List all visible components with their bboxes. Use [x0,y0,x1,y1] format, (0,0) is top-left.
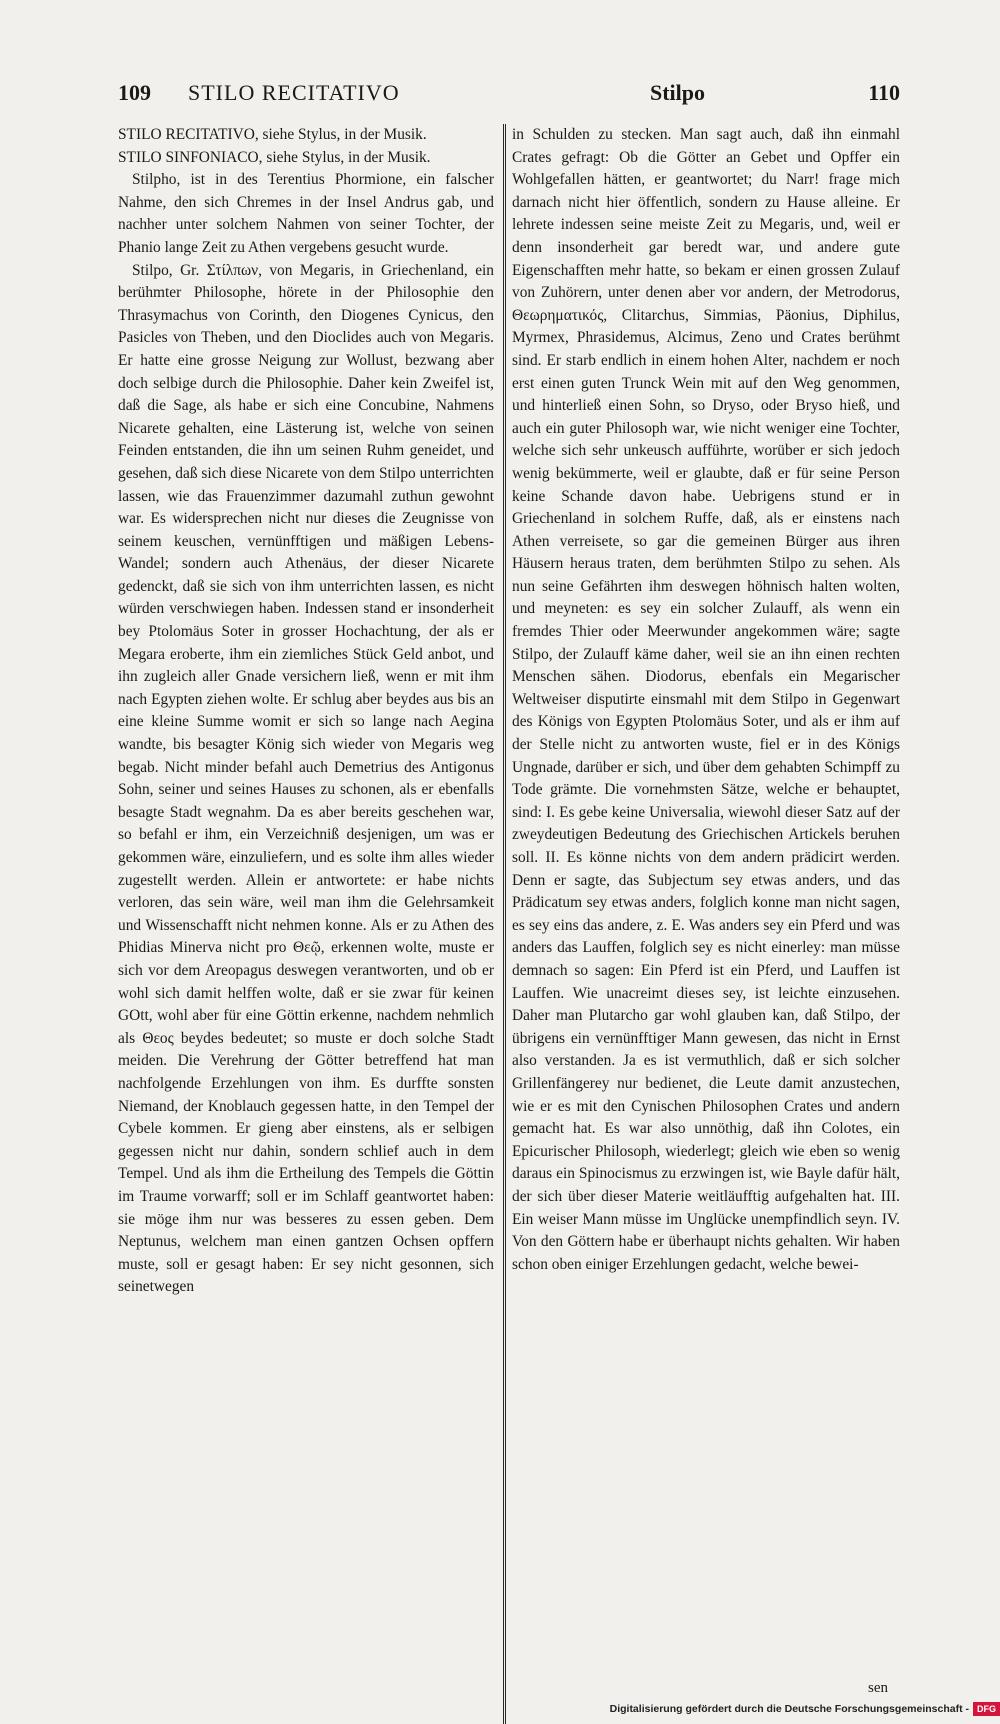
entry-stilpo-continued: in Schulden zu stecken. Man sagt auch, daß ihn einmahl Crates gefragt: Ob die Götter an Gebet und Opffer ein Wohlgefallen hätten, er geantwortet; du Narr! frage mich darnach nicht hier öffentlich, sondern zu Hause alleine. Er lehrete indessen seine meiste Zeit zu Megaris, und, weil er denn insonderheit gar beredt war, und andere gute Eigenschafften mehr hatte, so bekam er einen grossen Zulauf von Zuhörern, unter denen aber vor andern, der Metrodorus, Θεωρηματικός, Clitarchus, Simmias, Päonius, Diphilus, Myrmex, Phrasidemus, Alcimus, Zeno und Crates berühmt sind. Er starb endlich in einem hohen Alter, nachdem er noch erst einen guten Trunck Wein mit auf den Weg genommen, und hinterließ einen Sohn, so Dryso, oder Bryso hieß, und auch ein guter Philosoph war, wie nicht weniger eine Tochter, welche sich sehr unkeusch aufführte, worüber er sich jedoch wenig bekümmerte, weil er glaubte, daß er für seine Person keine Schande davon habe. Uebrigens stund er in Griechenland in solchem Ruffe, daß, als er einstens nach Athen verreisete, so gar die gemeinen Bürger aus ihren Häusern heraus traten, dem berühmten Stilpo zu sehen. Als nun seine Gefährten ihm deswegen höhnisch halten wolten, und meyneten: es sey ein solcher Zulauff, als wenn ein fremdes Thier oder Meerwunder angekommen wäre; sagte Stilpo, der Zulauff käme daher, weil sie an ihn einen rechten Menschen sähen. Diodorus, ebenfals ein Megarischer Weltweiser disputirte einsmahl mit dem Stilpo in Gegenwart des Königs von Egypten Ptolomäus Soter, und als er ihm auf der Stelle nicht zu antworten wuste, fiel er in des Königs Ungnade, darüber er sich, und über dem gehabten Schimpff zu Tode grämte. Die vornehmsten Sätze, welche er behauptet, sind: I. Es gebe keine Universalia, wiewohl dieser Satz auf der zweydeutigen Bedeutung des Griechischen Artickels beruhen soll. II. Es könne nichts von dem andern prädicirt werden. Denn er sagte, das Subjectum sey etwas anders, und das Prädicatum sey etwas anders, folglich konne man nicht sagen, es sey eins das andere, z. E. Was anders sey ein Pferd und was anders das Lauffen, folglich sey es nicht einerley: man müsse demnach so sagen: Ein Pferd ist ein Pferd, und Lauffen ist Lauffen. Wie unacreimt dieses sey, ist leichte einzusehen. Daher man Plutarcho gar wohl glauben kan, daß Stilpo, der übrigens ein vernünfftiger Mann gewesen, das nicht in Ernst also verstanden. Ja es ist vermuthlich, daß er sich solcher Grillenfängerey nur bedienet, die Leute damit anzustechen, wie er es mit den Cynischen Philosophen Crates und andern gemacht hat. Es war also unnöthig, daß ihn Colotes, ein Epicurischer Philosoph, wiederlegt; gleich wie eben so wenig daraus ein Spinocismus zu erzwingen ist, wie Bayle dafür hält, der sich über dieser Materie weitläufftig aufgehalten hat. III. Ein weiser Mann müsse im Unglücke unempfindlich seyn. IV. Von den Göttern habe er überhaupt nichts gehalten. Wir haben schon oben einiger Erzehlungen gedacht, welche bewei- [512,126,900,1273]
entry-stilo-sinfoniaco: STILO SINFONIACO, siehe Stylus, in der Musik. [118,148,431,166]
column-divider [503,124,504,1724]
running-title-right: Stilpo [650,80,706,105]
entry-stilpo: Stilpo, Gr. Στίλπων, von Megaris, in Griechenland, ein berühmter Philosophe, hörete in der Philosophie den Thrasymachus von Corinth, den Diogenes Cynicus, den Pasicles von Theben, und den Dioclides auch von Megaris. Er hatte eine grosse Neigung zur Wollust, bezwang aber doch selbige durch die Philosophie. Daher kein Zweifel ist, daß die Sage, als habe er sich eine Concubine, Nahmens Nicarete gehalten, eine Lästerung ist, welche von seinen Feinden entstanden, die ihn um seinen Ruhm geneidet, und gesehen, daß sich diese Nicarete von dem Stilpo unterrichten lassen, wie das Frauenzimmer dazumahl zuthun gewohnt war. Es widersprechen nicht nur dieses die Zeugnisse von seinem keuschen, vernünfftigen und mäßigen Lebens-Wandel; sondern auch Athenäus, der dieser Nicarete gedenckt, daß sie sich von ihm unterrichten lassen, es nicht würden verschwiegen haben. Indessen stand er insonderheit bey Ptolomäus Soter in grosser Hochachtung, der als er Megara eroberte, ihm ein ziemliches Stück Geld anbot, und ihn zugleich aller Gnade versichern ließ, wenn er mit ihm nach Egypten ziehen wolte. Er schlug aber beydes aus bis an eine kleine Summe womit er sich so lange nach Aegina wandte, bis besagter König sich wieder von Megaris weg begab. Nicht minder befahl auch Demetrius des Antigonus Sohn, seiner und seines Hauses zu schonen, als er ebenfalls besagte Stadt wegnahm. Da es aber bereits geschehen war, so befahl er ihm, ein Verzeichniß desjenigen, um was er gekommen wäre, einzuliefern, und es solte ihm alles wieder zugestellt werden. Allein er antwortete: er habe nichts verloren, das sein wäre, weil man ihm die Gelehrsamkeit und Wissenschafft nicht nehmen konne. Als er zu Athen des Phidias Minerva nicht pro Θεῷ, erkennen wolte, muste er sich vor dem Areopagus deswegen verantworten, und ob er wohl sich damit helffen wolte, daß er sie zwar für keinen GOtt, wohl aber für eine Göttin erkenne, nachdem nehmlich als Θεος beydes bedeutet; so muste er doch solche Stadt meiden. Die Verehrung der Götter betreffend hat man nachfolgende Erzehlungen von ihm. Es durffte sonsten Niemand, der Knoblauch gegessen hatte, in den Tempel der Cybele kommen. Er gieng aber einstens, als er selbigen gegessen nicht nur dahin, sondern schlief auch in dem Tempel. Und als ihm die Ertheilung des Tempels die Göttin im Traume vorwarff; soll er im Schlaff geantwortet haben: sie möge ihm nur was besseres zu essen geben. Dem Neptunus, welchem man einen gantzen Ochsen opffern muste, soll er gesagt haben: Er sey nicht gesonnen, sich seinetwegen [118,261,494,1296]
right-column [512,124,900,1724]
page-number-left: 109 [118,80,151,105]
entry-stilpho: Stilpho, ist in des Terentius Phormione, ein falscher Nahme, den sich Chremes in der Insel Andrus gab, und nachher unter solchem Nahmen von seiner Tochter, der Phanio lange Zeit zu Athen vergebens gesucht wurde. [118,171,494,256]
page-number-right: 110 [868,80,900,105]
dfg-logo: DFG [973,1702,1000,1716]
entry-stilo-recitativo: STILO RECITATIVO, siehe Stylus, in der Musik. [118,126,427,143]
column-divider-second [505,124,506,1724]
footer-text: Digitalisierung gefördert durch die Deutsche Forschungsgemeinschaft - [609,1703,969,1715]
page-header [118,80,900,116]
left-column [118,124,494,1724]
catchword: sen [868,1680,888,1696]
running-title-left: STILO RECITATIVO [188,80,400,105]
digitization-footer [610,1701,1000,1717]
